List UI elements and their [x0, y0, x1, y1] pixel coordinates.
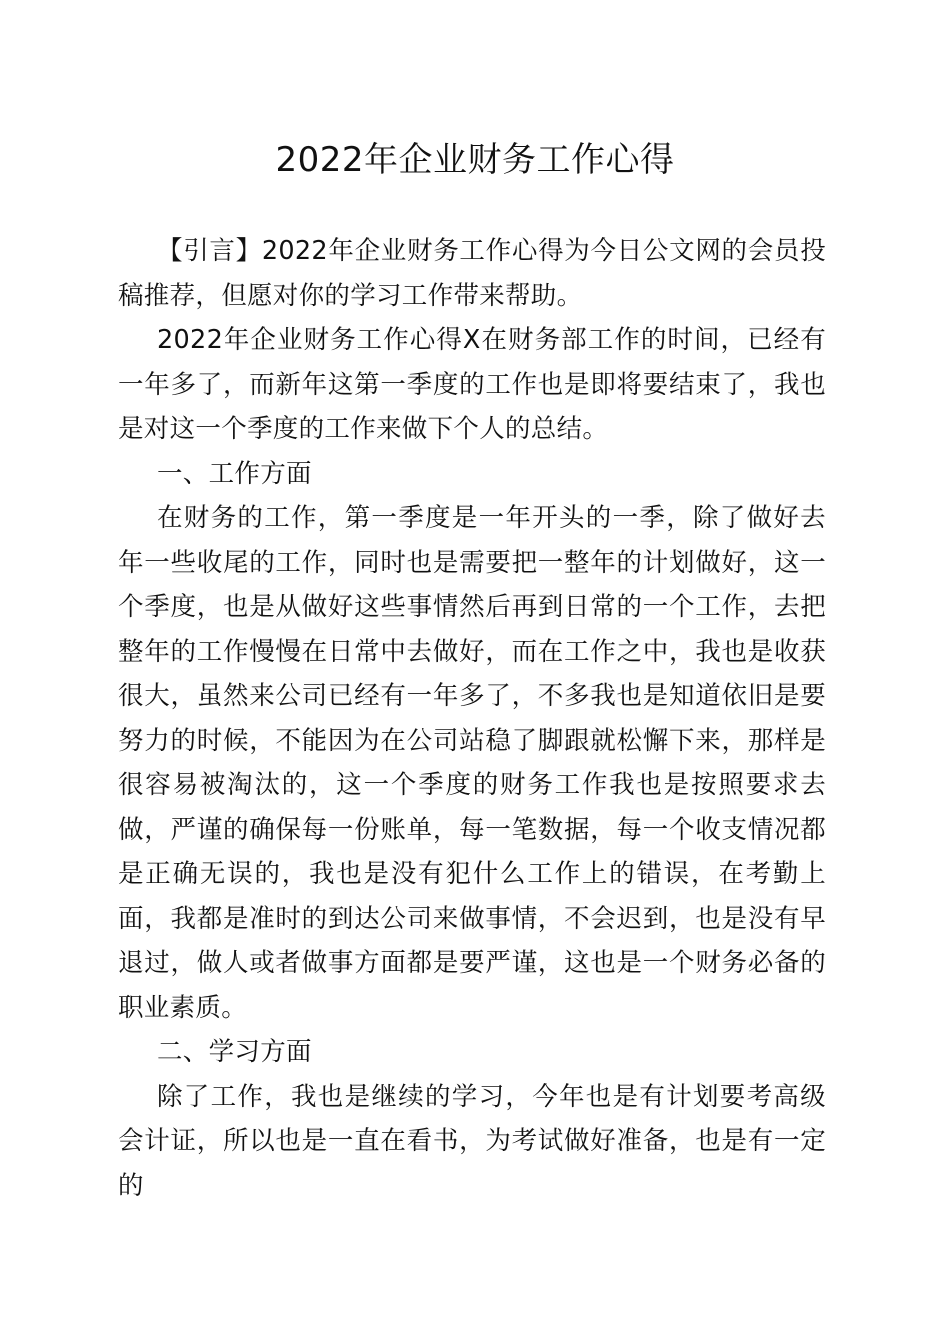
work-paragraph: 在财务的工作，第一季度是一年开头的一季，除了做好去年一些收尾的工作，同时也是需要把一整年的计划做好，这一个季度，也是从做好这些事情然后再到日常的一个工作，去把整年的工作慢慢在日常中去做好，而在工作之中，我也是收获很大，虽然来公司已经有一年多了，不多我也是知道依旧是要努力的时候，不能因为在公司站稳了脚跟就松懈下来，那样是很容易被淘汰的，这一个季度的财务工作我也是按照要求去做，严谨的确保每一份账单，每一笔数据，每一个收支情况都是正确无误的，我也是没有犯什么工作上的错误，在考勤上面，我都是准时的到达公司来做事情，不会迟到，也是没有早退过，做人或者做事方面都是要严谨，这也是一个财务必备的职业素质。: [118, 503, 826, 1023]
section-heading-work: 一、工作方面: [157, 458, 312, 489]
intro-paragraph: 【引言】2022年企业财务工作心得为今日公文网的会员投稿推荐，但愿对你的学习工作带来帮助。: [118, 236, 826, 311]
study-paragraph: 除了工作，我也是继续的学习，今年也是有计划要考高级会计证，所以也是一直在看书，为考试做好准备，也是有一定的: [118, 1081, 826, 1201]
opening-paragraph: 2022年企业财务工作心得X在财务部工作的时间，已经有一年多了，而新年这第一季度的工作也是即将要结束了，我也是对这一个季度的工作来做下个人的总结。: [118, 325, 826, 444]
document-body: [118, 229, 826, 1208]
document-title: 2022年企业财务工作心得: [275, 140, 675, 180]
section-heading-study: 二、学习方面: [157, 1037, 312, 1067]
